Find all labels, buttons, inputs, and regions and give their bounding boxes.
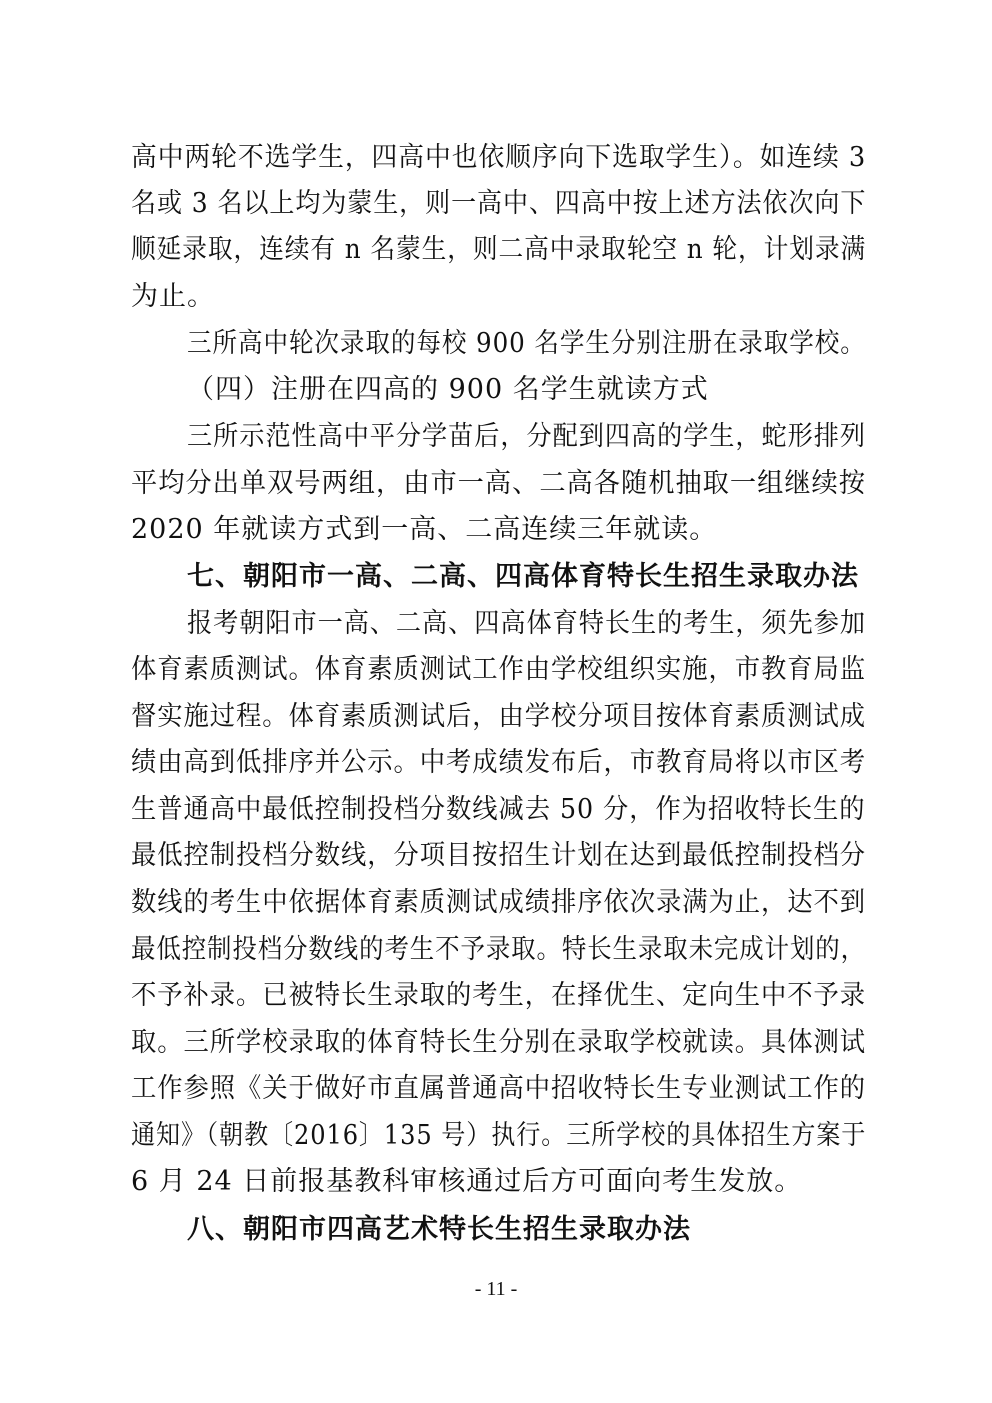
text-line: 生普通高中最低控制投档分数线减去 50 分，作为招收特长生的: [131, 794, 866, 825]
text-line: 平均分出单双号两组，由市一高、二高各随机抽取一组继续按: [131, 468, 866, 499]
text-line: 顺延录取，连续有 n 名蒙生，则二高中录取轮空 n 轮，计划录满: [131, 234, 867, 265]
text-line: 三所示范性高中平分学苗后，分配到四高的学生，蛇形排列: [187, 421, 866, 452]
text-line: 数线的考生中依据体育素质测试成绩排序依次录满为止，达不到: [131, 887, 866, 918]
page-number: - 11 -: [474, 1278, 518, 1300]
text-line: 最低控制投档分数线，分项目按招生计划在达到最低控制投档分: [131, 840, 866, 871]
section-heading: 八、朝阳市四高艺术特长生招生录取办法: [187, 1214, 691, 1245]
text-line: 绩由高到低排序并公示。中考成绩发布后，市教育局将以市区考: [131, 747, 866, 778]
text-line: 6 月 24 日前报基教科审核通过后方可面向考生发放。: [131, 1166, 803, 1197]
text-line: 为止。: [131, 281, 215, 312]
text-line: 三所高中轮次录取的每校 900 名学生分别注册在录取学校。: [187, 328, 866, 359]
text-line: 报考朝阳市一高、二高、四高体育特长生的考生，须先参加: [187, 608, 866, 639]
text-line: 名或 3 名以上均为蒙生，则一高中、四高中按上述方法依次向下: [131, 188, 867, 219]
text-line: 督实施过程。体育素质测试后，由学校分项目按体育素质测试成: [131, 701, 866, 732]
text-line: 最低控制投档分数线的考生不予录取。特长生录取未完成计划的，: [131, 934, 866, 965]
text-line: 2020 年就读方式到一高、二高连续三年就读。: [131, 514, 718, 545]
text-line: 高中两轮不选学生，四高中也依顺序向下选取学生）。如连续 3: [131, 142, 867, 173]
text-line: 不予补录。已被特长生录取的考生，在择优生、定向生中不予录: [131, 980, 866, 1011]
section-heading: 七、朝阳市一高、二高、四高体育特长生招生录取办法: [187, 561, 859, 592]
text-line: 工作参照《关于做好市直属普通高中招收特长生专业测试工作的: [131, 1073, 866, 1104]
text-line: 取。三所学校录取的体育特长生分别在录取学校就读。具体测试: [131, 1027, 866, 1058]
text-line: 体育素质测试。体育素质测试工作由学校组织实施，市教育局监: [131, 654, 866, 685]
section-subheading: （四）注册在四高的 900 名学生就读方式: [187, 374, 709, 405]
text-line: 通知》（朝教〔2016〕135 号）执行。三所学校的具体招生方案于: [131, 1120, 867, 1151]
